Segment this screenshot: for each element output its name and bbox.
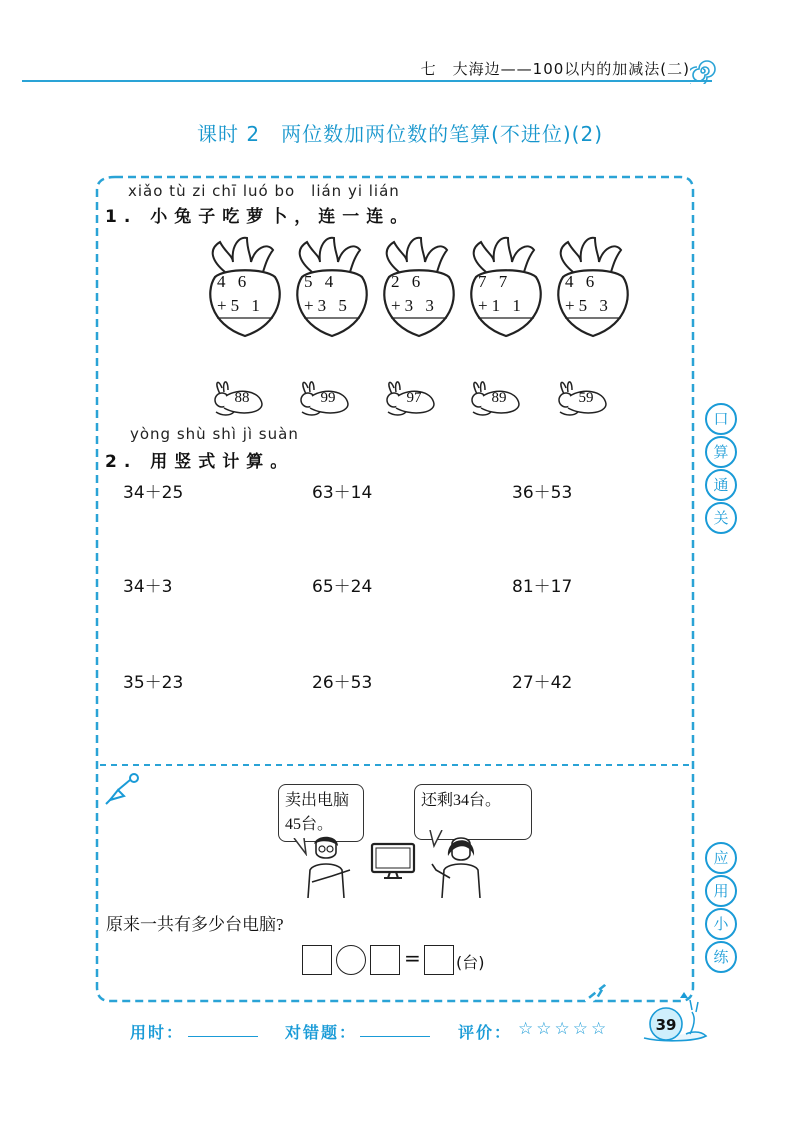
correct-blank[interactable] [360, 1036, 430, 1037]
header-rule [22, 80, 712, 82]
addend-top: 4 6 [217, 272, 251, 291]
calc-expression: 63＋14 [312, 483, 373, 503]
side-tab-char: 关 [705, 502, 737, 534]
radish-5[interactable] [543, 232, 643, 342]
rabbit-number: 88 [234, 390, 250, 406]
rabbit-4[interactable] [465, 378, 525, 418]
addend-bottom: +3 3 [391, 296, 438, 315]
calc-expression: 27＋42 [512, 673, 573, 693]
bubble-line: 45台。 [285, 816, 334, 833]
speaker-icon [104, 772, 144, 806]
calc-expression: 65＋24 [312, 577, 373, 597]
rabbit-number: 99 [320, 390, 336, 406]
rabbit-number: 89 [491, 390, 507, 406]
addend-top: 5 4 [304, 272, 338, 291]
man-figure-icon [302, 834, 354, 900]
woman-figure-icon [430, 834, 486, 900]
lesson-title: 课时 2 两位数加两位数的笔算(不进位)(2) [196, 122, 604, 146]
radish-1[interactable] [195, 232, 295, 342]
addend-top: 7 7 [478, 272, 512, 291]
rating-stars[interactable]: ☆☆☆☆☆ [518, 1019, 610, 1039]
bubble-line: 还剩34台。 [421, 792, 502, 809]
side-tab-char: 练 [705, 941, 737, 973]
q2-text: 2. 用竖式计算。 [105, 452, 295, 472]
unit-title: 七 大海边——100以内的加减法(二) [420, 60, 690, 78]
calc-expression: 35＋23 [123, 673, 184, 693]
answer-box-1[interactable] [302, 945, 332, 975]
rabbit-5[interactable] [552, 378, 612, 418]
q1-pinyin: xiǎo tù zi chī luó bo lián yi lián [128, 182, 400, 200]
addend-top: 2 6 [391, 272, 425, 291]
radish-2[interactable] [282, 232, 382, 342]
radish-3[interactable] [369, 232, 469, 342]
correct-label: 对错题： [285, 1023, 358, 1042]
answer-box-2[interactable] [370, 945, 400, 975]
q3-question: 原来一共有多少台电脑? [106, 915, 284, 934]
addend-bottom: +5 1 [217, 296, 264, 315]
addend-top: 4 6 [565, 272, 599, 291]
bubble-line: 卖出电脑 [285, 792, 350, 809]
addend-bottom: +3 5 [304, 296, 351, 315]
calc-expression: 81＋17 [512, 577, 573, 597]
rabbit-number: 59 [578, 390, 594, 406]
rating-label: 评价： [458, 1023, 513, 1042]
addend-bottom: +1 1 [478, 296, 525, 315]
side-tab-char: 用 [705, 875, 737, 907]
rabbit-3[interactable] [380, 378, 440, 418]
calc-expression: 34＋3 [123, 577, 173, 597]
rabbit-number: 97 [406, 390, 422, 406]
rabbit-2[interactable] [294, 378, 354, 418]
q1-text: 1. 小兔子吃萝卜，连一连。 [105, 207, 415, 227]
addend-bottom: +5 3 [565, 296, 612, 315]
equals-sign: = [404, 946, 421, 970]
radish-4[interactable] [456, 232, 556, 342]
calc-expression: 34＋25 [123, 483, 184, 503]
monitor-icon [370, 842, 416, 880]
side-tab-char: 小 [705, 908, 737, 940]
calc-expression: 26＋53 [312, 673, 373, 693]
calc-expression: 36＋53 [512, 483, 573, 503]
side-tab-char: 通 [705, 469, 737, 501]
page-number: 39 [655, 1016, 677, 1034]
operator-circle[interactable] [336, 945, 366, 975]
answer-box-result[interactable] [424, 945, 454, 975]
side-tab-char: 算 [705, 436, 737, 468]
side-tab-char: 口 [705, 403, 737, 435]
q2-pinyin: yòng shù shì jì suàn [130, 425, 299, 443]
time-label: 用时： [130, 1023, 185, 1042]
rabbit-1[interactable] [208, 378, 268, 418]
side-tab-char: 应 [705, 842, 737, 874]
time-blank[interactable] [188, 1036, 258, 1037]
unit-label: (台) [456, 953, 485, 972]
